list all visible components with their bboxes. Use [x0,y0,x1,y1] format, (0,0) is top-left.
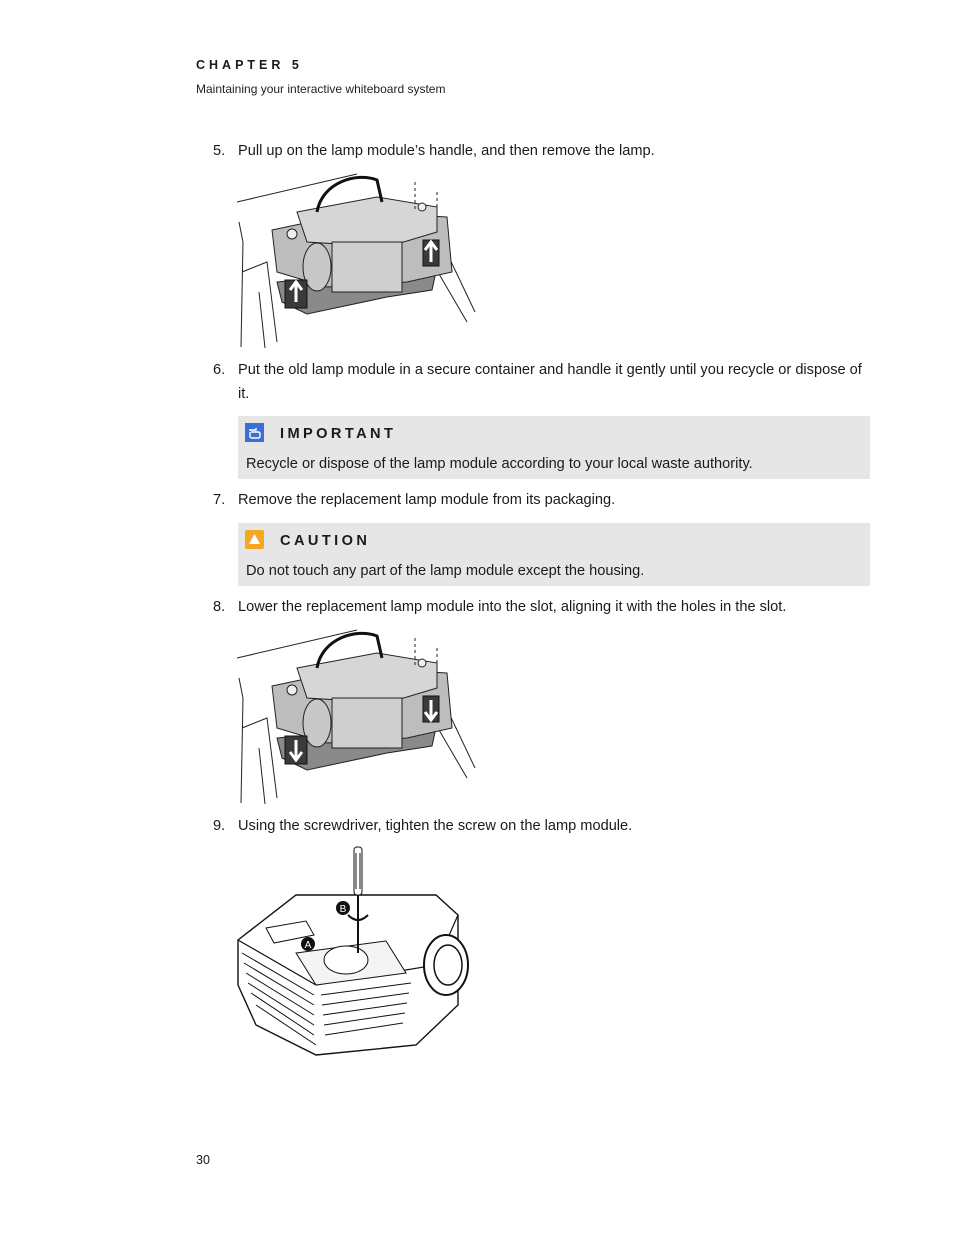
important-title: IMPORTANT [280,426,397,442]
step-number: 5. [213,143,226,159]
step-text: Remove the replacement lamp module from its packaging. [238,492,616,508]
step-number: 8. [213,599,226,615]
callout-b: B [339,904,347,915]
step-8 [213,595,863,619]
step-7 [213,488,863,512]
step-text: Pull up on the lamp module’s handle, and then remove the lamp. [238,143,655,159]
step-text: Lower the replacement lamp module into the slot, aligning it with the holes in the slot. [238,599,787,615]
callout-a: A [304,940,312,951]
caution-text: Do not touch any part of the lamp module except the housing. [246,563,645,579]
important-note [238,416,870,479]
chapter-label: CHAPTER 5 [196,58,303,72]
warning-icon [245,530,264,549]
step-number: 6. [213,362,226,378]
page-number: 30 [196,1153,210,1167]
caution-title: CAUTION [280,533,371,549]
step-text: Put the old lamp module in a secure container and handle it gently until you recycle or dispose of it. [238,362,862,402]
step-6 [213,358,863,406]
lamp-removal-illustration [237,172,477,348]
caution-note [238,523,870,586]
step-9 [213,814,863,838]
step-5 [213,139,863,163]
important-text: Recycle or dispose of the lamp module according to your local waste authority. [246,456,753,472]
lamp-insertion-illustration [237,628,477,804]
step-number: 7. [213,492,226,508]
step-number: 9. [213,818,226,834]
projector-screwdriver-illustration [236,845,471,1057]
chapter-subtitle: Maintaining your interactive whiteboard system [196,82,446,96]
pointing-hand-icon [245,423,264,442]
step-text: Using the screwdriver, tighten the screw on the lamp module. [238,818,633,834]
